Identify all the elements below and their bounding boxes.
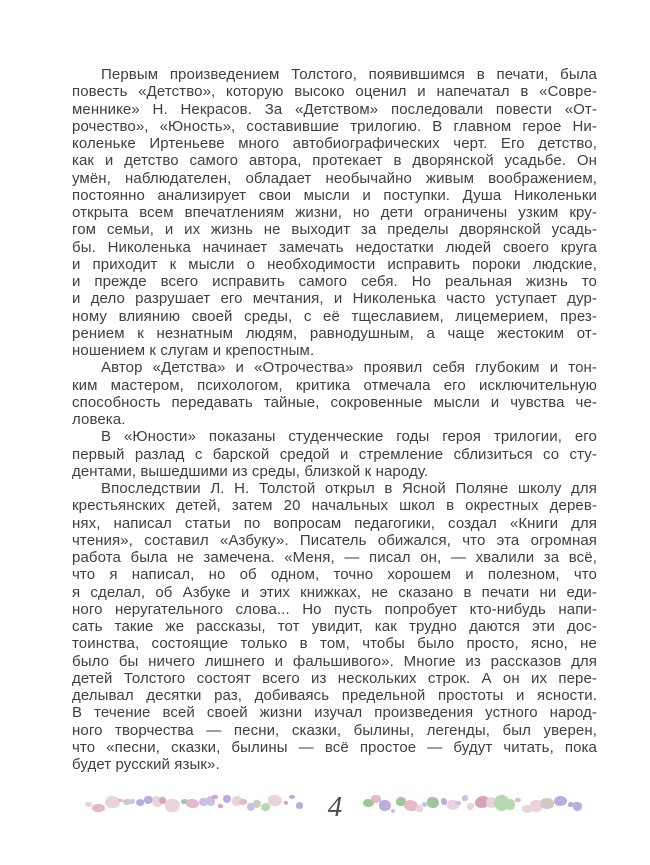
text-line: бы. Николенька начинает замечать недостатки людей своего круга <box>72 238 597 256</box>
ornament-pebble <box>268 795 282 806</box>
text-line: что «песни, сказки, былины — всё простое — будут читать, пока <box>72 738 597 756</box>
text-line: ного неругательного слова... Но пусть попробует кто-нибудь напи- <box>72 600 597 618</box>
text-line: крестьянских детей, затем 20 начальных школ в окрестных дерев- <box>72 497 597 515</box>
text-line: дентами, вышедшими из среды, близкой к народу. <box>72 462 429 480</box>
text-line: что я написал, но об одном, точно хорошем и полезном, что <box>72 566 597 584</box>
text-line: сать такие же рассказы, тот увидит, как трудно даются эти дос- <box>72 618 597 635</box>
text-line: ким мастером, психологом, критика отмечала его исключительную <box>72 376 597 394</box>
ornament-pebble <box>540 798 554 809</box>
text-line: постоянно анализирует свои мысли и поступки. Душа Николеньки <box>72 186 597 204</box>
ornament-pebble <box>554 796 567 806</box>
text-line: рочество», «Юность», составившие трилогию. В главном герое Ни- <box>72 117 597 135</box>
ornament-pebble <box>379 800 391 811</box>
ornament-pebble <box>253 800 261 808</box>
text-line: гом семьи, и их жизнь не выходит за пределы дворянской усадь- <box>72 221 597 239</box>
text-line: я сделал, об Азбуке и этих книжках, не сказано в печати ни еди- <box>72 583 597 601</box>
text-line: Автор «Детства» и «Отрочества» проявил себя глубоким и тон- <box>101 359 597 377</box>
text-line: ношением к слугам и крепостным. <box>72 342 315 359</box>
paragraph <box>72 359 597 428</box>
text-line: работа была не замечена. «Меня, — писал он, — хвалили за всё, <box>72 549 597 566</box>
ornament-pebble <box>239 799 247 805</box>
text-line: чтения», составил «Азбуку». Писатель обижался, что эта огромная <box>72 531 597 549</box>
text-line: как и детство самого автора, протекает в дворянской усадьбе. Он <box>72 152 597 170</box>
ornament-pebble <box>296 802 303 809</box>
text-line: повесть «Детство», которую высоко оценил и напечатал в «Совре- <box>72 83 597 101</box>
text-line: делывал десятки раз, добиваясь предельной простоты и ясности. <box>72 687 597 704</box>
text-line: ного творчества — песни, сказки, былины, легенды, был уверен, <box>72 721 597 739</box>
text-line: способность передавать тайные, сокровенные мысли и чувства че- <box>72 393 597 411</box>
ornament-pebble <box>284 801 288 806</box>
ornament-pebble <box>441 798 447 805</box>
text-line: было бы ничего лишнего и фальшивого». Многие из рассказов для <box>72 652 597 670</box>
footer-ornament-left <box>85 792 307 820</box>
ornament-pebble <box>85 802 92 807</box>
text-line: и дело разрушает его мечтания, и Николенька часто уступает дур- <box>72 290 597 308</box>
text-line: рением к незнатным людям, равнодушным, а чаще жестоким от- <box>72 324 597 342</box>
text-line: коленьке Иртеньеве много автобиографических черт. Его детство, <box>72 135 597 152</box>
text-line: тоинства, состоящие только в том, чтобы было просто, ясно, не <box>72 635 597 653</box>
ornament-pebble <box>186 799 199 809</box>
ornament-pebble <box>92 804 104 813</box>
ornament-pebble <box>136 799 144 806</box>
ornament-pebble <box>218 804 223 807</box>
ornament-pebble <box>165 799 179 812</box>
text-line: В течение всей своей жизни изучал произведения устного народ- <box>72 704 597 722</box>
text-line: В «Юности» показаны студенческие годы героя трилогии, его <box>101 428 597 446</box>
ornament-pebble <box>462 795 468 801</box>
page-number: 4 <box>327 791 343 823</box>
text-line: умён, наблюдателен, обладает необычайно живым воображением, <box>72 169 597 187</box>
ornament-pebble <box>212 795 218 799</box>
ornament-pebble <box>467 803 474 810</box>
text-line: открыта всем впечатлениям жизни, но дети ограничены узким кру- <box>72 204 597 221</box>
text-line: и прежде всего исправить самого себя. Но реальная жизнь то <box>72 273 597 290</box>
text-line: первый разлад с барской средой и стремление сблизиться со сту- <box>72 445 597 463</box>
ornament-pebble <box>223 795 231 803</box>
ornament-pebble <box>515 798 521 802</box>
text-block <box>72 66 597 773</box>
footer-ornament-right <box>363 792 595 820</box>
ornament-pebble <box>118 799 123 803</box>
ornament-pebble <box>391 809 395 813</box>
ornament-pebble <box>130 799 135 804</box>
text-line: нях, написал статьи по вопросам педагогики, создал «Книги для <box>72 514 597 532</box>
ornament-pebble <box>573 802 582 810</box>
text-line: меннике» Н. Некрасов. За «Детством» последовали повести «От- <box>72 100 597 118</box>
ornament-pebble <box>455 801 461 805</box>
ornament-pebble <box>505 799 515 810</box>
text-line: будет русский язык». <box>72 756 220 773</box>
text-line: ловека. <box>72 411 126 428</box>
ornament-pebble <box>289 795 295 800</box>
text-line: и приходит к мысли о необходимости исправить пороки людские, <box>72 255 597 273</box>
ornament-pebble <box>427 797 439 808</box>
text-line: детей Толстого состоят всего из нескольких строк. А он их пере- <box>72 669 597 687</box>
text-line: Первым произведением Толстого, появившимся в печати, была <box>101 66 597 83</box>
paragraph <box>72 428 597 480</box>
ornament-pebble <box>105 796 120 808</box>
paragraph <box>72 480 597 773</box>
text-line: ному влиянию своей среды, с её тщеславием, лицемерием, през- <box>72 307 597 325</box>
page-footer <box>0 788 650 832</box>
paragraph <box>72 66 597 359</box>
text-line: Впоследствии Л. Н. Толстой открыл в Ясной Поляне школу для <box>101 480 597 497</box>
